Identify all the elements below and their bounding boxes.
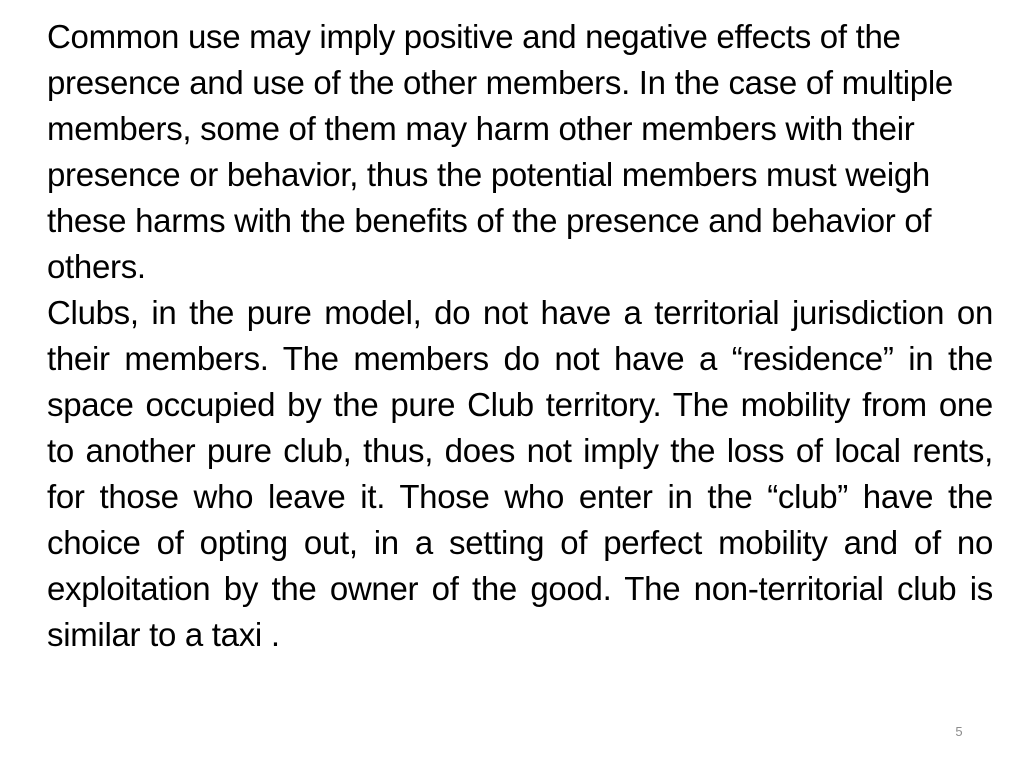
paragraph-common-use: Common use may imply positive and negative effects of the presence and use of the other members. In the case of multiple members, some of them may harm other members with their presence or behavior, thus the potential members must weigh these harms with the benefits of the presence and behavior of others. — [47, 18, 953, 285]
slide-body-text — [47, 14, 993, 658]
paragraph-clubs-pure-model: Clubs, in the pure model, do not have a territorial jurisdiction on their members. The members do not have a “residence” in the space occupied by the pure Club territory. The mobility from one to another pure club, thus, does not imply the loss of local rents, for those who leave it. Those who enter in the “club” have the choice of opting out, in a setting of perfect mobility and of no exploitation by the owner of the good. The non-territorial club is similar to a taxi . — [47, 294, 993, 653]
page-number: 5 — [955, 724, 963, 739]
